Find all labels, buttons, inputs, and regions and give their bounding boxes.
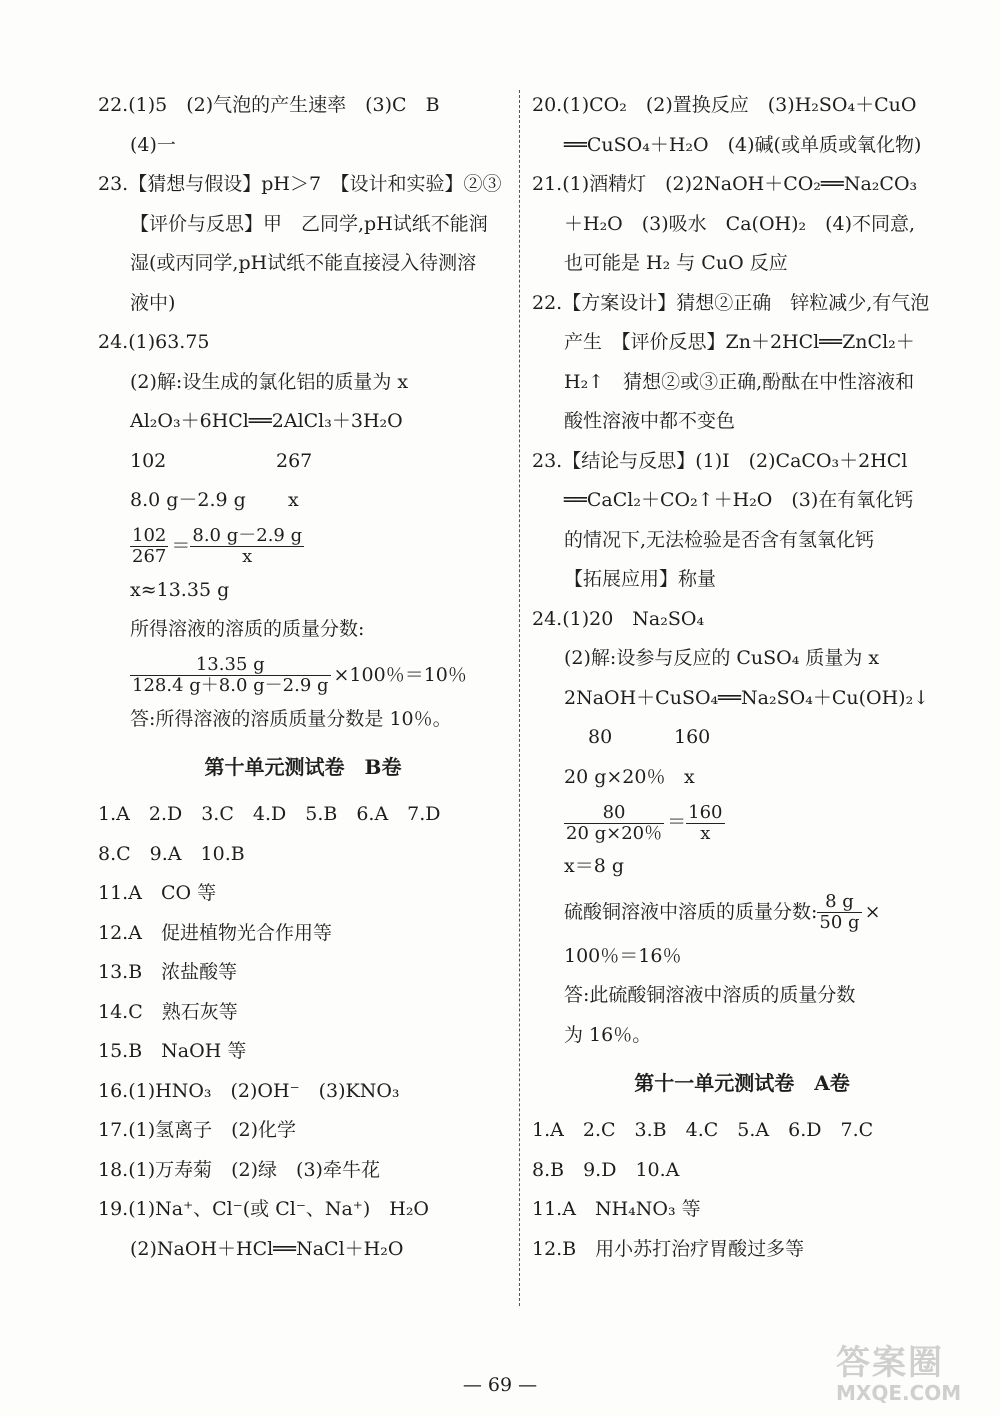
left-column [98, 86, 508, 1269]
molar-mass-value: 267 [276, 449, 313, 472]
answer-line: 18.(1)万寿菊 (2)绿 (3)牵牛花 [98, 1158, 380, 1181]
answer-line: x＝8 g [564, 855, 625, 877]
answer-line: 8.C 9.A 10.B [98, 842, 245, 865]
answer-line: 22.(1)5 (2)气泡的产生速率 (3)C B [98, 94, 440, 116]
answer-line: 答:所得溶液的溶质质量分数是 10％。 [130, 707, 452, 730]
answer-line: 15.B NaOH 等 [98, 1040, 247, 1062]
fraction: $\frac{13.35 g}{128.4 g+8.0 g-2.9 g}$ [132, 654, 329, 696]
right-column [532, 86, 952, 1269]
percent-line: 硫酸铜溶液中溶质的质量分数: $\frac{8 g}{50 g}$ × [564, 891, 881, 933]
answer-line: (4)一 [130, 133, 176, 156]
column-divider [519, 90, 520, 1306]
fraction: $\frac{8 g}{50 g}$ [819, 891, 860, 933]
percent-line: $\frac{13.35 g}{128.4 g+8.0 g-2.9 g}$ ×100％＝10％ [132, 654, 467, 696]
answer-line: 8.B 9.D 10.A [532, 1158, 680, 1181]
ratio-line: $\frac{102}{267}$ ＝ $\frac{8.0 g-2.9 g}{x}$ [132, 525, 303, 567]
answer-line: 13.B 浓盐酸等 [98, 961, 238, 983]
answer-line: (2)解:设生成的氯化铝的质量为 x [130, 370, 409, 393]
molar-mass-value: 160 [674, 726, 711, 748]
answer-line: 1.A 2.C 3.B 4.C 5.A 6.D 7.C [532, 1119, 874, 1141]
answer-line: 21.(1)酒精灯 (2)2NaOH＋CO₂══Na₂CO₃ [532, 173, 918, 195]
mass-value: x [684, 765, 695, 788]
section-heading: 第十单元测试卷 B卷 [204, 755, 402, 779]
page-number: — 69 — [462, 1374, 538, 1396]
answer-line: 为 16％。 [564, 1023, 652, 1046]
answer-line: ＋H₂O (3)吸水 Ca(OH)₂ (4)不同意, [564, 212, 916, 235]
answer-line: x≈13.35 g [130, 578, 230, 601]
answer-line: 答:此硫酸铜溶液中溶质的质量分数 [564, 984, 856, 1006]
mass-row [532, 758, 952, 798]
answer-line: 22.【方案设计】猜想②正确 锌粒减少,有气泡 [532, 291, 930, 314]
answer-line: ══CuSO₄＋H₂O (4)碱(或单质或氧化物) [564, 133, 922, 156]
answer-line: 12.B 用小苏打治疗胃酸过多等 [532, 1237, 805, 1260]
answer-line: 12.A 促进植物光合作用等 [98, 921, 332, 944]
molar-mass-value: 80 [588, 726, 613, 748]
answer-line: 24.(1)63.75 [98, 331, 210, 353]
answer-line: 【拓展应用】称量 [564, 568, 717, 590]
answer-line: 23.【猜想与假设】pH＞7 【设计和实验】②③ [98, 173, 502, 195]
section-heading: 第十一单元测试卷 A卷 [634, 1071, 850, 1095]
equation-line: 2NaOH＋CuSO₄══Na₂SO₄＋Cu(OH)₂↓ [564, 686, 930, 709]
answer-line: 23.【结论与反思】(1)Ⅰ (2)CaCO₃＋2HCl [532, 449, 908, 472]
answer-line: (2)NaOH＋HCl══NaCl＋H₂O [130, 1237, 404, 1260]
watermark-logo: 答案圈 MXQE.COM [836, 1343, 962, 1405]
equation-line: Al₂O₃＋6HCl══2AlCl₃＋3H₂O [130, 410, 403, 432]
fraction: $\frac{102}{267}$ [132, 525, 167, 567]
ratio-line: $\frac{80}{20 g\times 20\%}$ ＝ $\frac{160}{x}$ [566, 801, 723, 844]
answer-line: 11.A NH₄NO₃ 等 [532, 1198, 701, 1220]
answer-line: 液中) [130, 291, 176, 314]
answer-line: (2)解:设参与反应的 CuSO₄ 质量为 x [564, 647, 880, 669]
answer-line: 11.A CO 等 [98, 882, 217, 904]
answer-line: 16.(1)HNO₃ (2)OH⁻ (3)KNO₃ [98, 1079, 400, 1102]
answer-line: ══CaCl₂＋CO₂↑＋H₂O (3)在有氧化钙 [564, 489, 914, 511]
answer-line: 也可能是 H₂ 与 CuO 反应 [564, 252, 788, 274]
answer-line: 产生 【评价反思】Zn＋2HCl══ZnCl₂＋ [564, 331, 915, 353]
mass-row [98, 481, 508, 521]
mass-value: 20 g×20％ [564, 765, 666, 788]
answer-line: 14.C 熟石灰等 [98, 1000, 238, 1023]
fraction: $\frac{160}{x}$ [688, 801, 723, 844]
answer-line: 所得溶液的溶质的质量分数: [130, 618, 365, 640]
answer-line: 24.(1)20 Na₂SO₄ [532, 607, 705, 630]
fraction: $\frac{80}{20 g\times 20\%}$ [566, 801, 663, 844]
answer-line: 100％＝16％ [564, 944, 682, 967]
answer-line: H₂↑ 猜想②或③正确,酚酞在中性溶液和 [564, 370, 915, 393]
molar-mass-value: 102 [130, 449, 167, 472]
fraction: $\frac{8.0 g-2.9 g}{x}$ [192, 525, 303, 567]
molar-mass-row [98, 442, 508, 482]
answer-line: 17.(1)氢离子 (2)化学 [98, 1119, 297, 1141]
answer-line: 19.(1)Na⁺、Cl⁻(或 Cl⁻、Na⁺) H₂O [98, 1198, 430, 1220]
molar-mass-row [532, 718, 952, 758]
answer-line: 【评价与反思】甲 乙同学,pH试纸不能润 [130, 212, 488, 235]
answer-line: 酸性溶液中都不变色 [564, 410, 736, 432]
answer-line: 湿(或丙同学,pH试纸不能直接浸入待测溶 [130, 252, 477, 274]
answer-line: 20.(1)CO₂ (2)置换反应 (3)H₂SO₄＋CuO [532, 94, 917, 116]
mass-value: 8.0 g－2.9 g [130, 489, 246, 511]
answer-line: 的情况下,无法检验是否含有氢氧化钙 [564, 528, 875, 551]
answer-line: 1.A 2.D 3.C 4.D 5.B 6.A 7.D [98, 803, 441, 825]
mass-value: x [288, 489, 299, 511]
